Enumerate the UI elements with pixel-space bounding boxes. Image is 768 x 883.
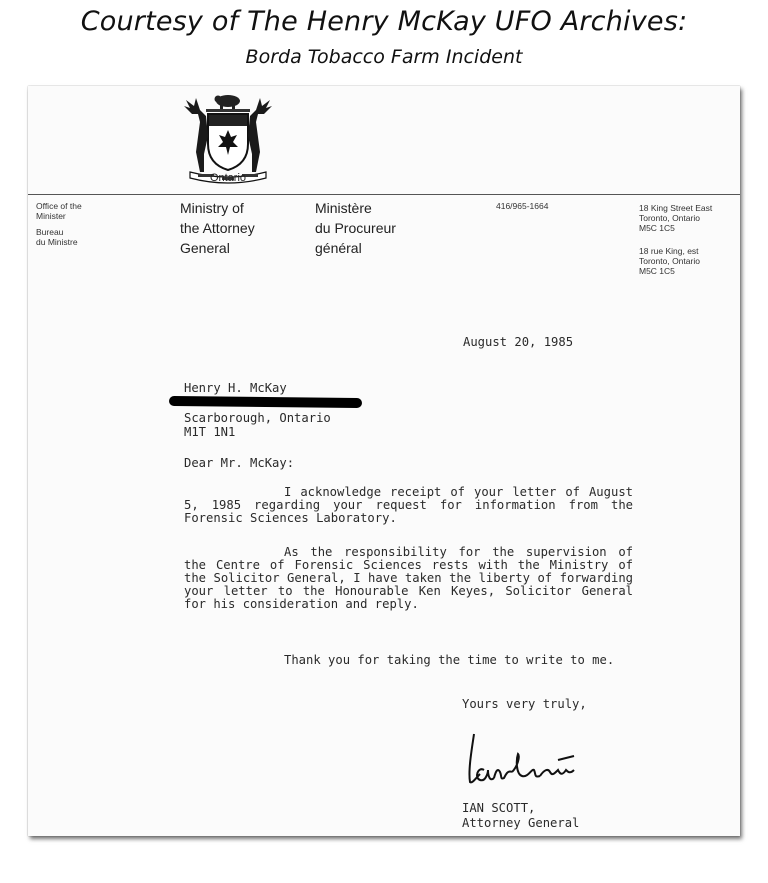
address-fr: 18 rue King, est Toronto, Ontario M5C 1C5 [639, 246, 700, 276]
office-fr: Bureau du Ministre [36, 227, 78, 247]
caption-subtitle: Borda Tobacco Farm Incident [245, 46, 523, 68]
phone-number: 416/965-1664 [496, 201, 549, 211]
caption-title: Courtesy of The Henry McKay UFO Archives: [80, 6, 688, 37]
letter-date: August 20, 1985 [463, 335, 574, 349]
signer-title: Attorney General [462, 816, 580, 830]
handwritten-signature [462, 730, 592, 790]
salutation: Dear Mr. McKay: [184, 456, 295, 470]
redaction-bar [169, 396, 362, 408]
paragraph-3: Thank you for taking the time to write to me. [284, 653, 615, 667]
paragraph-1: I acknowledge receipt of your letter of August 5, 1985 regarding your request for information from the Forensic Sciences Laboratory. [184, 485, 633, 525]
address-en: 18 King Street East Toronto, Ontario M5C 1C5 [639, 203, 713, 233]
letterhead-divider [28, 194, 740, 195]
letter-sheet [28, 86, 740, 836]
signer-name: IAN SCOTT, [462, 801, 536, 815]
closing: Yours very truly, [462, 697, 587, 711]
ministry-name-fr: Ministère du Procureur général [315, 200, 396, 256]
paragraph-2: As the responsibility for the supervision of the Centre of Forensic Sciences rests with the Ministry of the Solicitor General, I have taken the liberty of forwarding your letter to the Honourable Ken Keyes, Solicitor General for his consideration and reply. [184, 545, 633, 611]
crest-label: Ontario [209, 172, 247, 184]
recipient-city: Scarborough, Ontario [184, 411, 331, 425]
ministry-name-en: Ministry of the Attorney General [180, 200, 255, 256]
office-en: Office of the Minister [36, 201, 82, 221]
recipient-name: Henry H. McKay [184, 381, 287, 395]
recipient-postal-code: M1T 1N1 [184, 425, 236, 439]
